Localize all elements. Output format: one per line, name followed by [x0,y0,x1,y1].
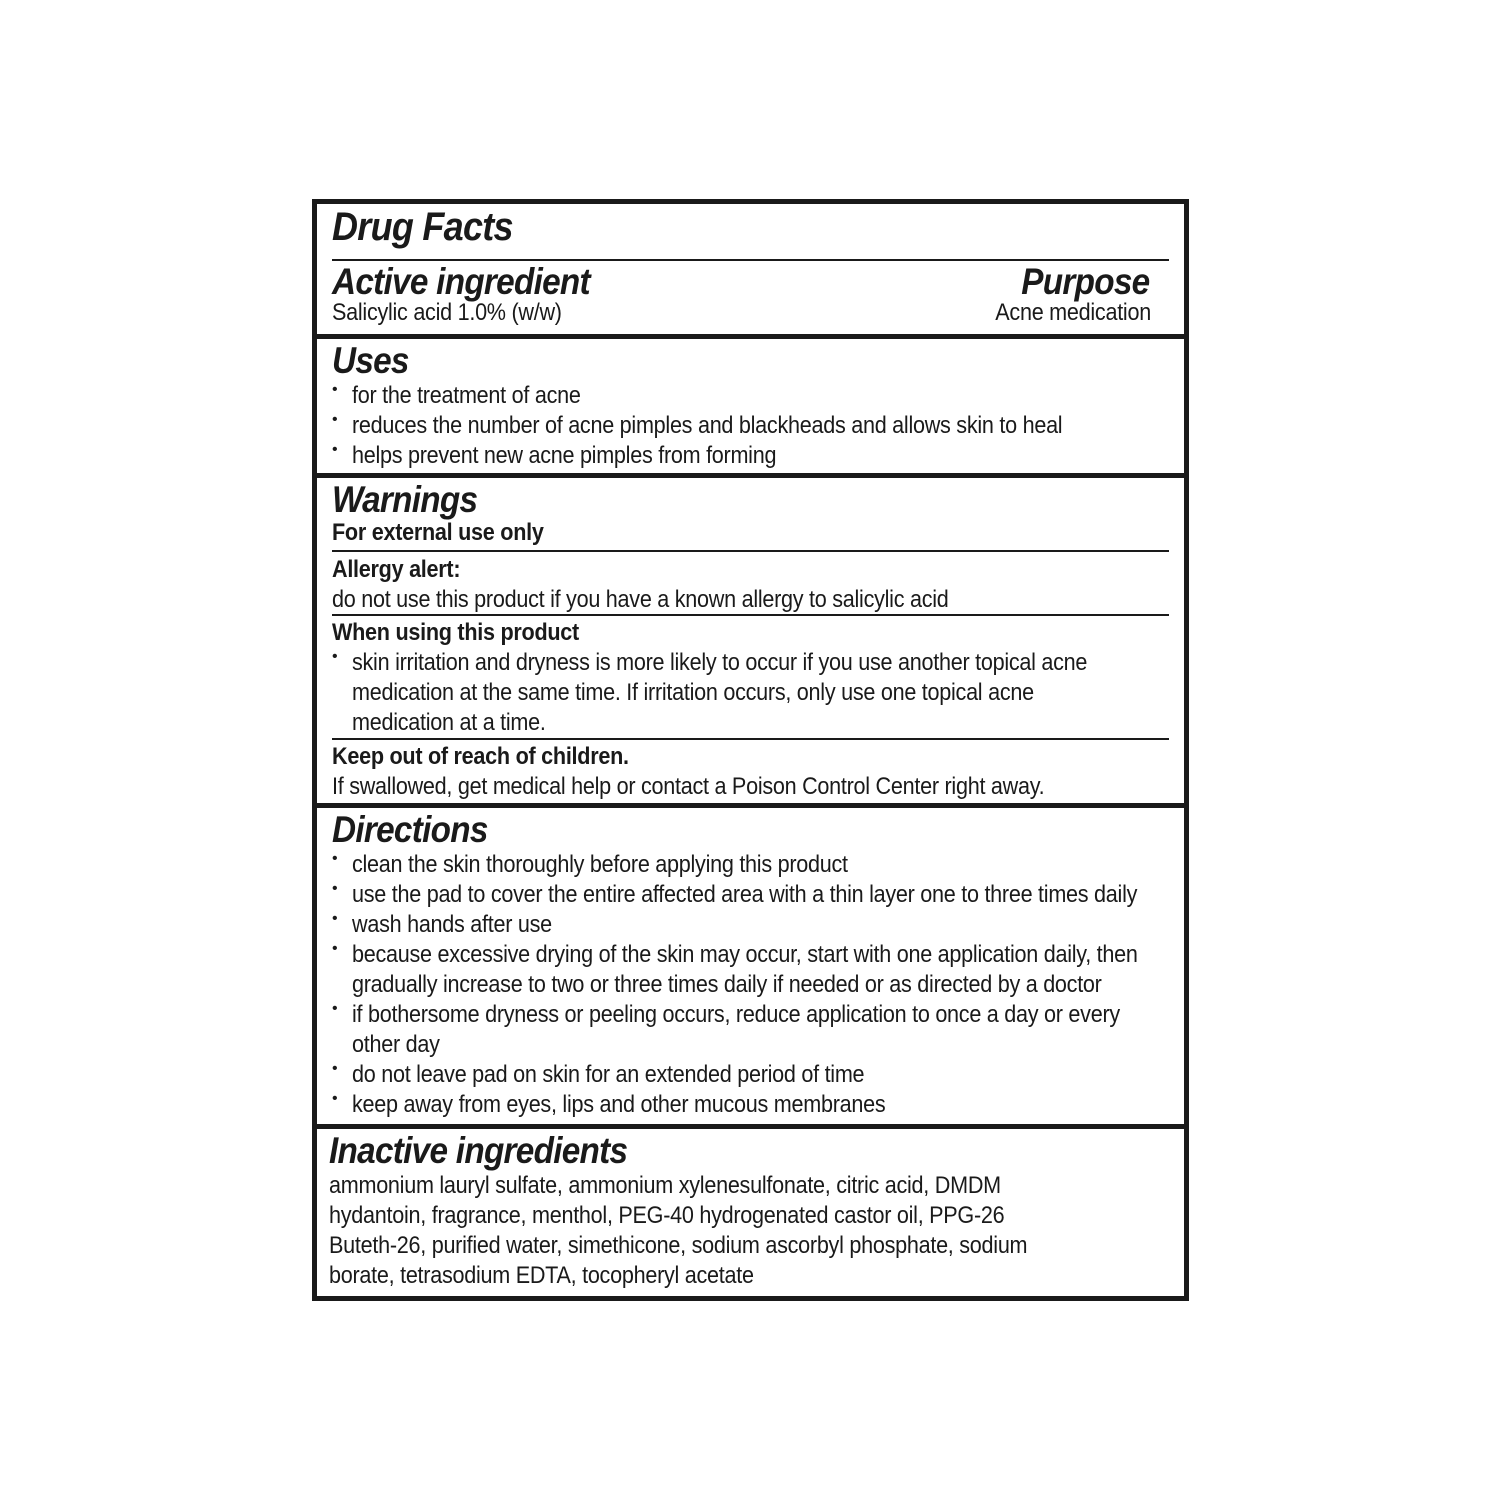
warnings-heading: Warnings [332,479,478,520]
purpose-heading: Purpose [1020,261,1149,302]
section-divider [317,473,1184,478]
directions-list [332,850,1169,1120]
drug-facts-title: Drug Facts [332,205,513,249]
when-using-heading: When using this product [332,619,579,646]
when-using-block [332,618,1169,738]
keep-out-heading: Keep out of reach of children. [332,743,629,770]
directions-item-text: other day [352,1031,440,1058]
inactive-ingredients-heading: Inactive ingredients [329,1130,628,1171]
uses-item-text: • reduces the number of acne pimples and blackheads and allows skin to heal [352,412,1063,439]
directions-item-text: • wash hands after use [352,911,552,938]
uses-list [332,381,1169,471]
allergy-alert-block [332,555,1169,615]
inactive-ingredients-line: borate, tetrasodium EDTA, tocopheryl acetate [329,1262,754,1289]
inactive-ingredients-line: hydantoin, fragrance, menthol, PEG-40 hydrogenated castor oil, PPG-26 [329,1202,1005,1229]
directions-item [332,910,1169,940]
uses-item [332,441,1169,471]
when-using-item [332,648,1169,738]
uses-item [332,411,1169,441]
uses-heading: Uses [332,340,409,381]
directions-item [332,850,1169,880]
active-ingredient-section [332,262,1169,332]
inactive-ingredients-section [329,1131,1169,1291]
uses-item-text: • helps prevent new acne pimples from forming [352,442,777,469]
directions-item-text: • if bothersome dryness or peeling occurs, reduce application to once a day or every [352,1001,1120,1028]
drug-facts-title-block [332,207,533,247]
directions-item-text: • because excessive drying of the skin may occur, start with one application daily, then [352,941,1138,968]
warnings-section [332,480,1169,548]
directions-item-text: • clean the skin thoroughly before applying this product [352,851,848,878]
purpose-value: Acne medication [995,299,1151,326]
directions-item-text: • use the pad to cover the entire affected area with a thin layer one to three times daily [352,881,1138,908]
keep-out-block [332,742,1169,802]
inactive-ingredients-line: Buteth-26, purified water, simethicone, sodium ascorbyl phosphate, sodium [329,1232,1028,1259]
when-using-line: medication at a time. [352,709,546,736]
allergy-alert-text: do not use this product if you have a known allergy to salicylic acid [332,586,949,613]
section-divider [317,1124,1184,1129]
section-divider [317,334,1184,339]
directions-item [332,880,1169,910]
directions-item-text: • do not leave pad on skin for an extended period of time [352,1061,865,1088]
drug-facts-panel [312,199,1189,1301]
active-ingredient-value: Salicylic acid 1.0% (w/w) [332,299,562,326]
directions-item [332,1000,1169,1060]
warnings-divider [332,738,1169,740]
allergy-alert-heading: Allergy alert: [332,556,461,583]
external-use-text: For external use only [332,519,544,546]
directions-item-text: gradually increase to two or three times daily if needed or as directed by a doctor [352,971,1102,998]
directions-item [332,940,1169,1000]
warnings-divider [332,614,1169,616]
directions-section [332,810,1169,1120]
uses-item [332,381,1169,411]
active-ingredient-heading: Active ingredient [332,261,590,302]
directions-heading: Directions [332,809,488,850]
directions-item [332,1060,1169,1090]
keep-out-text: If swallowed, get medical help or contact a Poison Control Center right away. [332,773,1045,800]
when-using-line: • skin irritation and dryness is more likely to occur if you use another topical acne [352,649,1088,676]
uses-section [332,341,1169,471]
warnings-divider [332,550,1169,552]
inactive-ingredients-line: ammonium lauryl sulfate, ammonium xylenesulfonate, citric acid, DMDM [329,1172,1001,1199]
uses-item-text: • for the treatment of acne [352,382,581,409]
when-using-line: medication at the same time. If irritation occurs, only use one topical acne [352,679,1034,706]
section-divider [317,803,1184,808]
directions-item [332,1090,1169,1120]
directions-item-text: • keep away from eyes, lips and other mucous membranes [352,1091,886,1118]
